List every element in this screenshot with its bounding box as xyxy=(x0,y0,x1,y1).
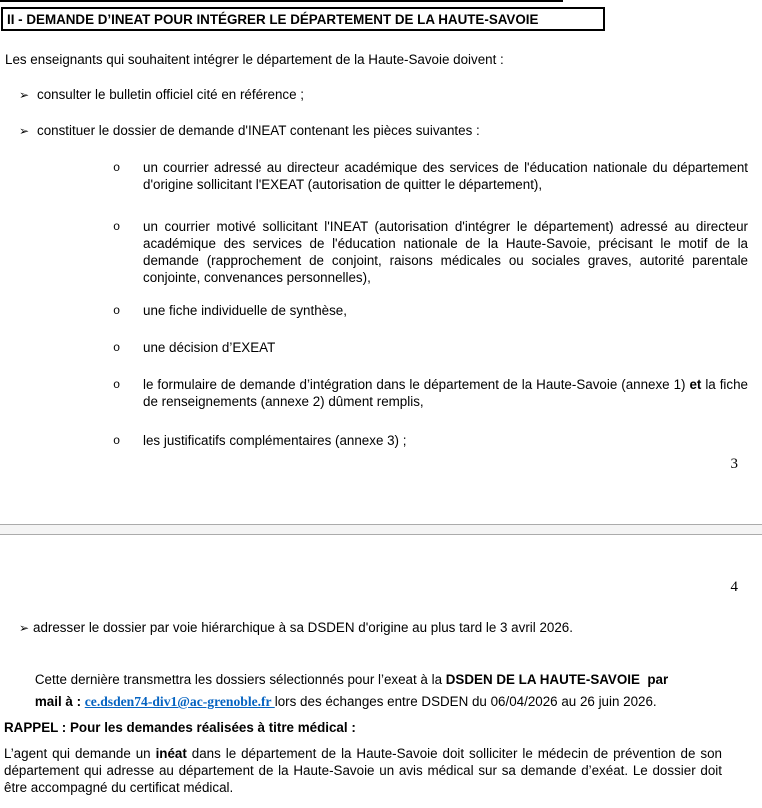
email-link[interactable]: ce.dsden74-div1@ac-grenoble.fr xyxy=(84,694,275,709)
list-item-text: le formulaire de demande d’intégration dans le département de la Haute-Savoie (annexe 1) et la fiche de renseignements (annexe 2) dûment remplis, xyxy=(143,377,748,409)
arrow-bullet-icon: ➢ xyxy=(19,124,30,138)
list-item xyxy=(113,432,748,449)
circle-bullet-icon: o xyxy=(113,434,121,448)
rappel-heading: RAPPEL : Pour les demandes réalisées à titre médical : xyxy=(4,720,356,735)
section-title: II - DEMANDE D’INEAT POUR INTÉGRER LE DÉPARTEMENT DE LA HAUTE-SAVOIE xyxy=(7,11,539,27)
medical-bold-ineat: inéat xyxy=(155,746,187,761)
list-item xyxy=(113,159,748,193)
page-number-3: 3 xyxy=(730,456,738,472)
list-item-text: une décision d’EXEAT xyxy=(143,340,276,355)
top-rule xyxy=(0,0,563,2)
list-item xyxy=(113,376,748,410)
circle-bullet-icon: o xyxy=(113,161,121,175)
transmit-bold-dsden: DSDEN DE LA HAUTE-SAVOIE par xyxy=(445,672,669,687)
page-separator xyxy=(0,524,762,535)
list-item-text: consulter le bulletin officiel cité en référence ; xyxy=(37,87,304,102)
medical-paragraph: L’agent qui demande un inéat dans le département de la Haute-Savoie doit solliciter le médecin de prévention de son département qui adresse au département de la Haute-Savoie un avis médical sur sa demande d’exéat. Le dossier doit être accompagné du certificat médical. xyxy=(4,746,722,796)
list-item xyxy=(19,122,480,140)
circle-bullet-icon: o xyxy=(113,378,121,392)
page-number-4: 4 xyxy=(730,579,738,595)
circle-bullet-icon: o xyxy=(113,304,121,318)
circle-bullet-icon: o xyxy=(113,220,121,234)
list-item xyxy=(19,86,304,104)
list-item-text: une fiche individuelle de synthèse, xyxy=(143,303,347,318)
list-item-text: constituer le dossier de demande d'INEAT contenant les pièces suivantes : xyxy=(37,123,480,138)
intro-paragraph: Les enseignants qui souhaitent intégrer le département de la Haute-Savoie doivent : xyxy=(5,52,504,67)
list-item-text: les justificatifs complémentaires (annexe 3) ; xyxy=(143,433,407,448)
list-item xyxy=(113,218,748,286)
section-title-box xyxy=(1,7,605,31)
list-item-text: un courrier motivé sollicitant l'INEAT (autorisation d'intégrer le département) adressé au directeur académique des services de l'éducation nationale de la Haute-Savoie, précisant le motif de la demande (rapprochement de conjoint, raisons médicales ou sociales graves, autorité parentale conjointe, convenances personnelles), xyxy=(143,219,748,285)
list-item-text: un courrier adressé au directeur académique des services de l'éducation nationale du département d'origine sollicitant l'EXEAT (autorisation de quitter le département), xyxy=(143,160,748,192)
list-item xyxy=(113,339,748,356)
arrow-bullet-icon: ➢ xyxy=(19,621,30,635)
list-item-text: adresser le dossier par voie hiérarchique à sa DSDEN d'origine au plus tard le 3 avril 2026. xyxy=(33,620,573,635)
list-item xyxy=(19,619,573,637)
circle-bullet-icon: o xyxy=(113,341,121,355)
list-item xyxy=(113,302,748,319)
transmit-text: Cette dernière transmettra les dossiers sélectionnés pour l’exeat à la xyxy=(34,672,446,687)
arrow-bullet-icon: ➢ xyxy=(19,88,30,102)
transmit-bold-mail: mail à : xyxy=(34,694,85,709)
transmit-text-rest: lors des échanges entre DSDEN du 06/04/2026 au 26 juin 2026. xyxy=(274,694,657,709)
